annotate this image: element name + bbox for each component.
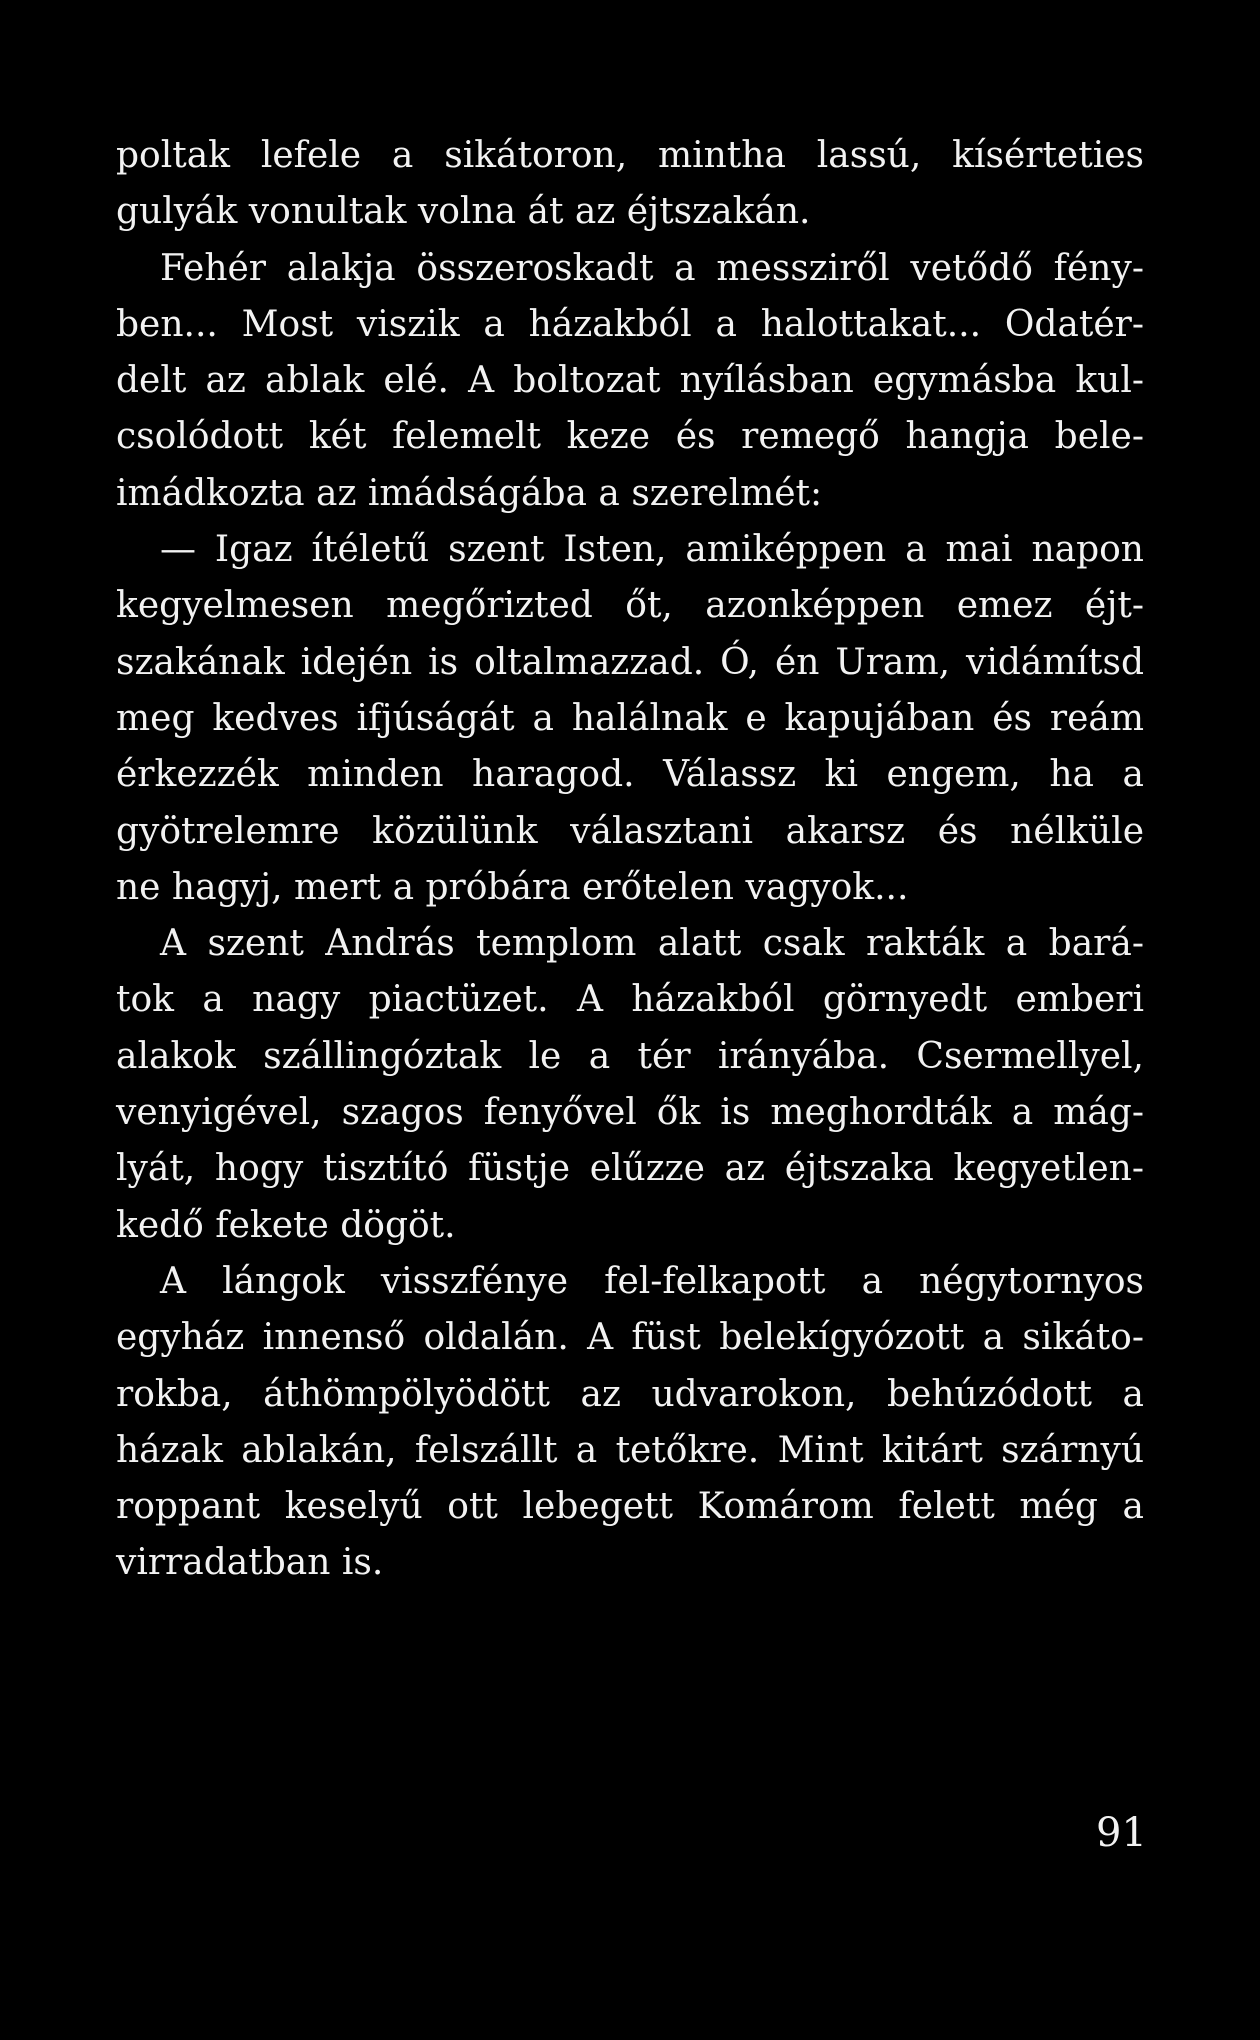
paragraph-start-line: Fehér alakja összeroskadt a messziről vetődő fény- <box>160 247 1144 289</box>
text-line: venyigével, szagos fenyővel ők is meghordták a mág- <box>116 1092 1144 1134</box>
text-line: poltak lefele a sikátoron, mintha lassú, kísérteties <box>116 135 1144 176</box>
paragraph-start-line: A lángok visszfénye fel-felkapott a négytornyos <box>160 1260 1144 1302</box>
text-line: egyház innenső oldalán. A füst belekígyózott a sikáto- <box>116 1317 1144 1359</box>
text-line: virradatban is. <box>116 1542 384 1584</box>
text-line: alakok szállingóztak le a tér irányába. Csermellyel, <box>116 1035 1144 1077</box>
text-line: rokba, áthömpölyödött az udvarokon, behúzódott a <box>116 1373 1144 1415</box>
text-line: házak ablakán, felszállt a tetőkre. Mint kitárt szárnyú <box>116 1429 1144 1471</box>
text-line: meg kedves ifjúságát a halálnak e kapujában és reám <box>116 697 1144 739</box>
text-line: érkezzék minden haragod. Válassz ki engem, ha a <box>116 754 1144 796</box>
text-line: ne hagyj, mert a próbára erőtelen vagyok... <box>116 866 909 908</box>
text-line: imádkozta az imádságába a szerelmét: <box>116 472 823 514</box>
body-text <box>116 128 1144 1592</box>
text-line: ben... Most viszik a házakból a halottakat... Odatér- <box>116 303 1144 345</box>
text-line: lyát, hogy tisztító füstje elűzze az éjtszaka kegyetlen- <box>116 1148 1144 1190</box>
page-number: 91 <box>1096 1810 1147 1856</box>
text-line: csolódott két felemelt keze és remegő hangja bele- <box>116 416 1144 458</box>
paragraph-start-line: A szent András templom alatt csak rakták a bará- <box>160 923 1144 965</box>
text-line: tok a nagy piactüzet. A házakból görnyedt emberi <box>116 979 1144 1021</box>
text-line: kedő fekete dögöt. <box>116 1204 456 1246</box>
text-line: roppant keselyű ott lebegett Komárom felett még a <box>116 1486 1144 1528</box>
text-line: delt az ablak elé. A boltozat nyílásban egymásba kul- <box>116 360 1144 402</box>
text-line: gyötrelemre közülünk választani akarsz és nélküle <box>116 810 1144 852</box>
paragraph-start-line: — Igaz ítéletű szent Isten, amiképpen a mai napon <box>160 529 1144 571</box>
text-line: gulyák vonultak volna át az éjtszakán. <box>116 191 811 233</box>
text-line: kegyelmesen megőrizted őt, azonképpen emez éjt- <box>116 585 1144 627</box>
text-line: szakának idején is oltalmazzad. Ó, én Uram, vidámítsd <box>116 641 1144 683</box>
